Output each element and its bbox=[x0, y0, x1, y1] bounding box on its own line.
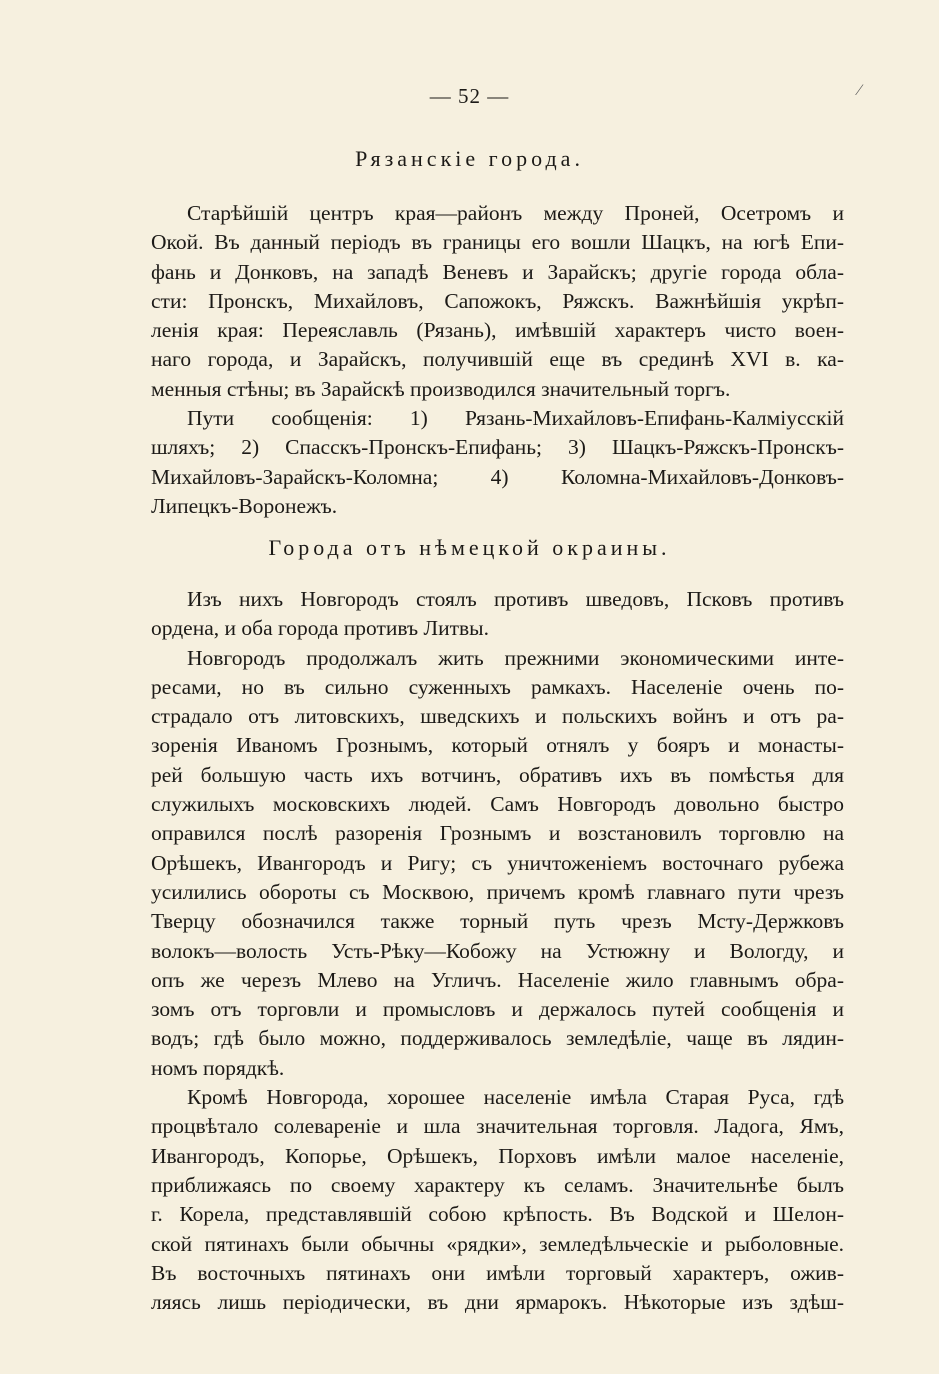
section-title-ryazan: Рязанскіе города. bbox=[355, 146, 584, 171]
margin-mark: ⁄ bbox=[858, 82, 861, 99]
text-line: Михайловъ-Зарайскъ-Коломна; 4) Коломна-Михайловъ-Донковъ- bbox=[151, 464, 844, 489]
text-line: г. Корела, представлявшій собою крѣпость. Въ Водской и Шелон- bbox=[151, 1202, 844, 1227]
text-line: Кромѣ Новгорода, хорошее населеніе имѣла Старая Руса, гдѣ bbox=[187, 1085, 844, 1110]
text-line: опъ же черезъ Млево на Угличъ. Населеніе жило главнымъ обра- bbox=[151, 967, 844, 992]
text-line: зоренія Иваномъ Грознымъ, который отнялъ у бояръ и монасты- bbox=[151, 733, 844, 758]
text-line: Пути сообщенія: 1) Рязань-Михайловъ-Епифань-Калміусскій bbox=[187, 406, 844, 431]
text-line: процвѣтало солевареніе и шла значительная торговля. Ладога, Ямъ, bbox=[151, 1114, 844, 1139]
text-line: Липецкъ-Воронежъ. bbox=[151, 493, 338, 518]
section-title-german-border: Города отъ нѣмецкой окраины. bbox=[268, 535, 671, 560]
text-line: Въ восточныхъ пятинахъ они имѣли торговый характеръ, ожив- bbox=[151, 1260, 844, 1285]
text-line: водъ; гдѣ было можно, поддерживалось земледѣліе, чаще въ лядин- bbox=[151, 1026, 844, 1051]
text-line: Старѣйшій центръ края—районъ между Проней, Осетромъ и bbox=[187, 201, 844, 225]
text-line: ляясь лишь періодически, въ дни ярмарокъ. Нѣкоторые изъ здѣш- bbox=[151, 1290, 844, 1315]
text-line: ресами, но въ сильно суженныхъ рамкахъ. Населеніе очень по- bbox=[151, 674, 844, 699]
text-line: шляхъ; 2) Спасскъ-Пронскъ-Епифань; 3) Шацкъ-Ряжскъ-Пронскъ- bbox=[151, 435, 844, 460]
text-line: фань и Донковъ, на западѣ Веневъ и Зарайскъ; другіе города обла- bbox=[151, 259, 844, 284]
text-line: Ивангородъ, Копорье, Орѣшекъ, Порховъ имѣли малое населеніе, bbox=[151, 1143, 844, 1168]
text-line: Окой. Въ данный періодъ въ границы его вошли Шацкъ, на югѣ Епи- bbox=[151, 230, 844, 255]
text-line: номъ порядкѣ. bbox=[151, 1055, 285, 1080]
page-number: — 52 — bbox=[429, 84, 510, 108]
text-line: наго города, и Зарайскъ, получившій еще въ срединѣ XVI в. ка- bbox=[151, 347, 844, 372]
text-line: усилились обороты съ Москвою, причемъ кромѣ главнаго пути чрезъ bbox=[151, 879, 844, 904]
text-line: страдало отъ литовскихъ, шведскихъ и польскихъ войнъ и отъ ра- bbox=[151, 704, 844, 729]
text-line: ленія края: Переяславль (Рязань), имѣвшій характеръ чисто воен- bbox=[151, 318, 844, 343]
section-body-ryazan bbox=[151, 199, 844, 521]
text-line: Орѣшекъ, Ивангородъ и Ригу; съ уничтоженіемъ восточнаго рубежа bbox=[151, 850, 844, 875]
section-body-german-border bbox=[151, 585, 844, 1317]
text-line: волокъ—волость Усть-Рѣку—Кобожу на Устюжну и Вологду, и bbox=[151, 938, 844, 963]
text-line: оправился послѣ разоренія Грознымъ и возстановилъ торговлю на bbox=[151, 821, 844, 846]
text-line: Новгородъ продолжалъ жить прежними экономическими инте- bbox=[187, 645, 844, 670]
text-line: сти: Пронскъ, Михайловъ, Сапожокъ, Ряжскъ. Важнѣйшія укрѣп- bbox=[151, 288, 844, 313]
text-line: ордена, и оба города противъ Литвы. bbox=[151, 616, 489, 641]
text-line: Тверцу обозначился также торный путь чрезъ Мсту-Держковъ bbox=[151, 909, 844, 934]
text-line: менныя стѣны; въ Зарайскѣ производился значительный торгъ. bbox=[151, 376, 731, 401]
text-line: Изъ нихъ Новгородъ стоялъ противъ шведовъ, Псковъ противъ bbox=[187, 587, 844, 611]
text-line: служилыхъ московскихъ людей. Самъ Новгородъ довольно быстро bbox=[151, 792, 844, 817]
text-line: ской пятинахъ были обычны «рядки», земледѣльческіе и рыболовные. bbox=[151, 1231, 844, 1256]
text-line: рей большую часть ихъ вотчинъ, обративъ ихъ въ помѣстья для bbox=[151, 762, 844, 787]
text-line: приближаясь по своему характеру къ селамъ. Значительнѣе былъ bbox=[151, 1172, 844, 1197]
text-line: зомъ отъ торговли и промысловъ и держалось путей сообщенія и bbox=[151, 997, 844, 1022]
